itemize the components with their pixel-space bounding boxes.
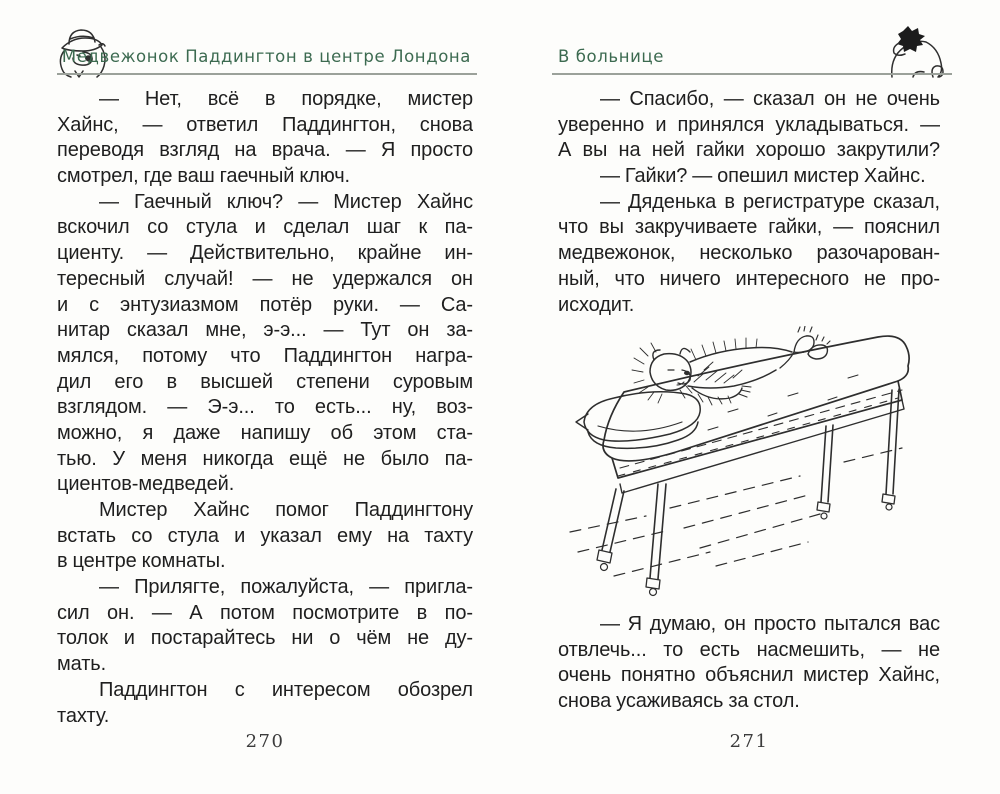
- text-line: — Спасибо, — сказал он не очень: [600, 88, 940, 110]
- page-number-left: 270: [245, 731, 285, 752]
- page-number-right: 271: [729, 731, 769, 752]
- text-line: ный, что ничего интересного не про-: [558, 267, 940, 290]
- text-line: мялся, потому что Паддингтон награ-: [57, 344, 473, 367]
- text-line: тахту.: [57, 704, 110, 727]
- header-divider: [57, 73, 477, 75]
- text-line: тересный случай! — не удержался он: [57, 267, 473, 290]
- right-page-text-bottom: [558, 612, 940, 715]
- text-line: А вы на ней гайки хорошо закрутили?: [558, 139, 940, 162]
- text-line: мать.: [57, 653, 107, 676]
- text-line: нитар сказал мне, э-э... — Тут он за-: [57, 319, 473, 342]
- text-line: в центре комнаты.: [57, 550, 226, 573]
- text-line: циенту. — Действительно, крайне ин-: [57, 242, 473, 265]
- text-line: отвлечь... то есть насмешить, — не: [558, 638, 940, 661]
- text-line: — Гайки? — опешил мистер Хайнс.: [600, 165, 926, 188]
- text-line: уверенно и принялся укладываться. —: [558, 113, 940, 136]
- text-line: сил он. — А потом посмотрите в по-: [57, 601, 473, 624]
- text-line: снова усаживаясь за стол.: [558, 690, 800, 713]
- left-page-text: [57, 87, 473, 729]
- header-divider: [552, 73, 952, 75]
- text-line: Хайнс, — ответил Паддингтон, снова: [57, 113, 473, 136]
- text-line: — Дяденька в регистратуре сказал,: [600, 190, 940, 213]
- text-line: исходит.: [558, 293, 635, 316]
- text-line: — Прилягте, пожалуйста, — пригла-: [99, 576, 473, 599]
- text-line: смотрел, где ваш гаечный ключ.: [57, 165, 351, 188]
- text-line: толок и постарайтесь ни о чём не ду-: [57, 627, 473, 650]
- text-line: вскочил со стула и сделал шаг к па-: [57, 216, 473, 239]
- text-line: можно, я даже напишу об этом ста-: [57, 421, 473, 444]
- text-line: медвежонок, несколько разочарован-: [558, 242, 940, 265]
- text-line: Мистер Хайнс помог Паддингтону: [99, 499, 473, 521]
- left-page: [57, 0, 473, 794]
- text-line: и с энтузиазмом потёр руки. — Са-: [57, 293, 473, 316]
- right-page-text-top: [558, 87, 940, 318]
- right-page: [558, 0, 940, 794]
- text-line: очень понятно объяснил мистер Хайнс,: [558, 664, 940, 687]
- text-line: Паддингтон с интересом обозрел: [99, 678, 473, 701]
- running-head-right: В больнице: [558, 47, 664, 66]
- text-line: — Я думаю, он просто пытался вас: [600, 613, 940, 635]
- text-line: — Гаечный ключ? — Мистер Хайнс: [99, 190, 473, 213]
- text-line: — Нет, всё в порядке, мистер: [99, 88, 473, 110]
- running-head-left: Медвежонок Паддингтон в центре Лондона: [61, 47, 471, 66]
- examination-couch-illustration: [558, 326, 940, 614]
- text-line: тью. У меня никогда ещё не было па-: [57, 447, 473, 470]
- sitting-bear-icon: [882, 24, 946, 78]
- text-line: встать со стула и указал ему на тахту: [57, 524, 473, 547]
- text-line: взглядом. — Э-э... то есть... ну, воз-: [57, 396, 473, 419]
- text-line: дил его в высшей степени суровым: [57, 370, 473, 393]
- text-line: переводя взгляд на врача. — Я просто: [57, 139, 473, 162]
- text-line: циентов-медведей.: [57, 473, 235, 496]
- text-line: что вы закручиваете гайки, — пояснил: [558, 216, 940, 239]
